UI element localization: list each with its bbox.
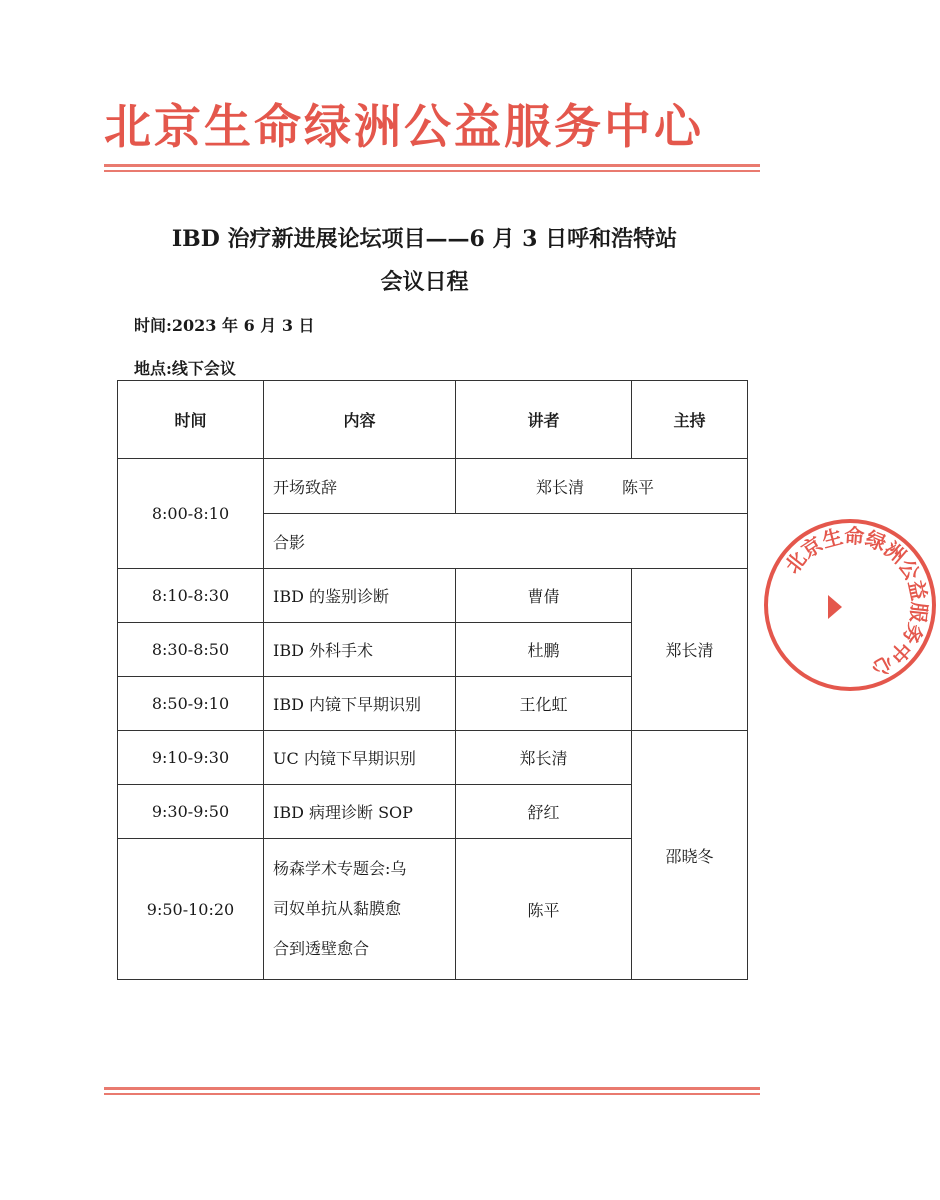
header-host: 主持 bbox=[632, 381, 748, 459]
content-line: 杨森学术专题会:乌 bbox=[273, 859, 407, 878]
org-letterhead: 北京生命绿洲公益服务中心 bbox=[104, 100, 704, 155]
letterhead-rule-thin bbox=[104, 170, 760, 172]
footer-rule-thin bbox=[104, 1093, 760, 1095]
speaker-cell: 曹倩 bbox=[456, 569, 632, 623]
content-cell: 合影 bbox=[264, 514, 748, 569]
meeting-place: 地点:线下会议 bbox=[134, 359, 236, 378]
content-cell: IBD 内镜下早期识别 bbox=[264, 677, 456, 731]
page-subtitle: 会议日程 bbox=[380, 269, 469, 295]
seal-text: 北京生命绿洲公益服务中心 bbox=[780, 523, 932, 682]
speaker-cell: 杜鹏 bbox=[456, 623, 632, 677]
time-cell: 8:10-8:30 bbox=[118, 569, 264, 623]
letterhead-rule bbox=[104, 164, 760, 167]
speaker-cell: 舒红 bbox=[456, 785, 632, 839]
content-line: 司奴单抗从黏膜愈 bbox=[273, 899, 402, 918]
table-header-row bbox=[118, 381, 748, 459]
star-icon bbox=[828, 595, 842, 619]
time-cell: 9:10-9:30 bbox=[118, 731, 264, 785]
content-cell: IBD 的鉴别诊断 bbox=[264, 569, 456, 623]
time-cell: 9:30-9:50 bbox=[118, 785, 264, 839]
footer-rule bbox=[104, 1087, 760, 1090]
time-cell: 9:50-10:20 bbox=[118, 839, 264, 980]
table-row bbox=[118, 569, 748, 623]
content-line: 合到透壁愈合 bbox=[273, 939, 370, 958]
page-title: IBD 治疗新进展论坛项目——6 月 3 日呼和浩特站 bbox=[171, 226, 678, 252]
official-seal bbox=[760, 515, 940, 695]
header-content: 内容 bbox=[264, 381, 456, 459]
speaker-cell: 王化虹 bbox=[456, 677, 632, 731]
host-cell: 郑长清 bbox=[632, 569, 748, 731]
header-time: 时间 bbox=[118, 381, 264, 459]
content-cell: 开场致辞 bbox=[264, 459, 456, 514]
speaker-name: 陈平 bbox=[622, 477, 655, 497]
speaker-cell: 郑长清 bbox=[456, 731, 632, 785]
content-cell bbox=[264, 839, 456, 980]
content-cell: IBD 外科手术 bbox=[264, 623, 456, 677]
content-cell: UC 内镜下早期识别 bbox=[264, 731, 456, 785]
time-cell: 8:30-8:50 bbox=[118, 623, 264, 677]
host-cell: 邵晓冬 bbox=[632, 731, 748, 980]
speaker-cell: 陈平 bbox=[456, 839, 632, 980]
time-cell: 8:00-8:10 bbox=[118, 459, 264, 569]
header-speaker: 讲者 bbox=[456, 381, 632, 459]
table-row bbox=[118, 731, 748, 785]
table-row bbox=[118, 459, 748, 514]
speaker-name: 郑长清 bbox=[536, 477, 585, 497]
speaker-cell bbox=[456, 459, 748, 514]
time-cell: 8:50-9:10 bbox=[118, 677, 264, 731]
meeting-time: 时间:2023 年 6 月 3 日 bbox=[134, 316, 315, 335]
content-cell: IBD 病理诊断 SOP bbox=[264, 785, 456, 839]
schedule-table bbox=[117, 380, 748, 980]
